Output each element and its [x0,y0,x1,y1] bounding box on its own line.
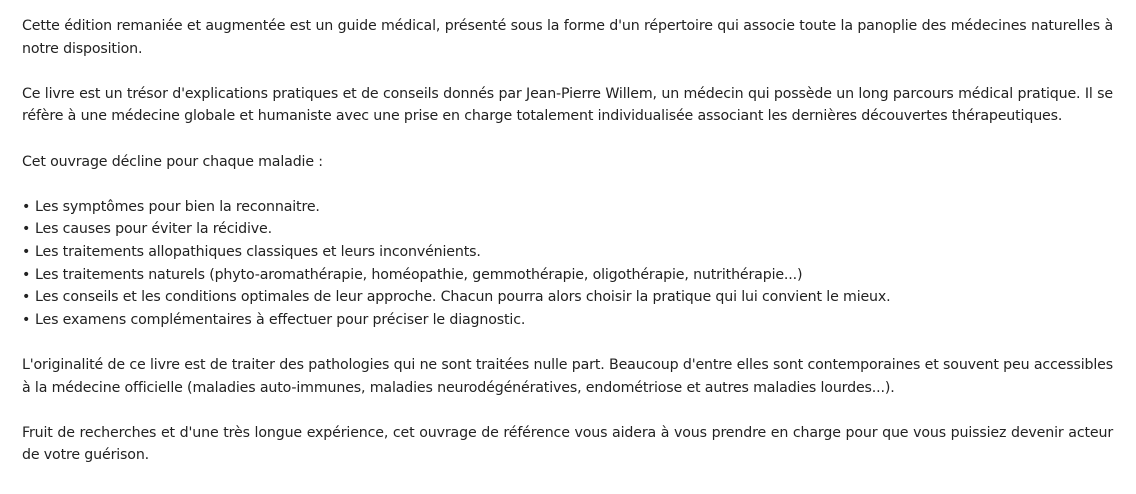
book-description [22,15,1113,489]
paragraph-list-intro: Cet ouvrage décline pour chaque maladie : [22,153,323,170]
list-item-text: Les symptômes pour bien la reconnaitre. [35,198,320,215]
bullet-icon: • [22,221,31,238]
list-item [22,264,1113,287]
list-item-text: Les causes pour éviter la récidive. [35,221,272,238]
paragraph-author: Ce livre est un trésor d'explications pratiques et de conseils donnés par Jean-Pierre Willem, un médecin qui possède un long parcours médical pratique. Il se réfère à une médecine globale et humaniste avec une prise en charge totalement individualisée associant les dernières découvertes thérapeutiques. [22,85,1113,125]
bullet-icon: • [22,198,31,215]
list-item [22,309,1113,332]
list-item-text: Les conseils et les conditions optimales de leur approche. Chacun pourra alors choisir la pratique qui lui convient le mieux. [35,289,891,306]
list-item [22,241,1113,264]
bullet-icon: • [22,289,31,306]
list-item [22,196,1113,219]
bullet-icon: • [22,266,31,283]
paragraph-originality: L'originalité de ce livre est de traiter des pathologies qui ne sont traitées nulle part. Beaucoup d'entre elles sont contemporaines et souvent peu accessibles à la médecine officielle (maladies auto-immunes, maladies neurodégénératives, endométriose et autres maladies lourdes...). [22,356,1113,396]
list-item-text: Les traitements allopathiques classiques et leurs inconvénients. [35,243,481,260]
paragraph-intro: Cette édition remaniée et augmentée est un guide médical, présenté sous la forme d'un répertoire qui associe toute la panoplie des médecines naturelles à notre disposition. [22,18,1113,57]
disease-topics-list [22,196,1113,332]
list-item-text: Les traitements naturels (phyto-aromathérapie, homéopathie, gemmothérapie, oligothérapie, nutrithérapie...) [35,266,803,283]
list-item-text: Les examens complémentaires à effectuer pour préciser le diagnostic. [35,311,526,328]
list-item [22,286,1113,309]
list-item [22,218,1113,241]
paragraph-conclusion: Fruit de recherches et d'une très longue expérience, cet ouvrage de référence vous aidera à vous prendre en charge pour que vous puissiez devenir acteur de votre guérison. [22,424,1113,464]
bullet-icon: • [22,243,31,260]
bullet-icon: • [22,311,31,328]
